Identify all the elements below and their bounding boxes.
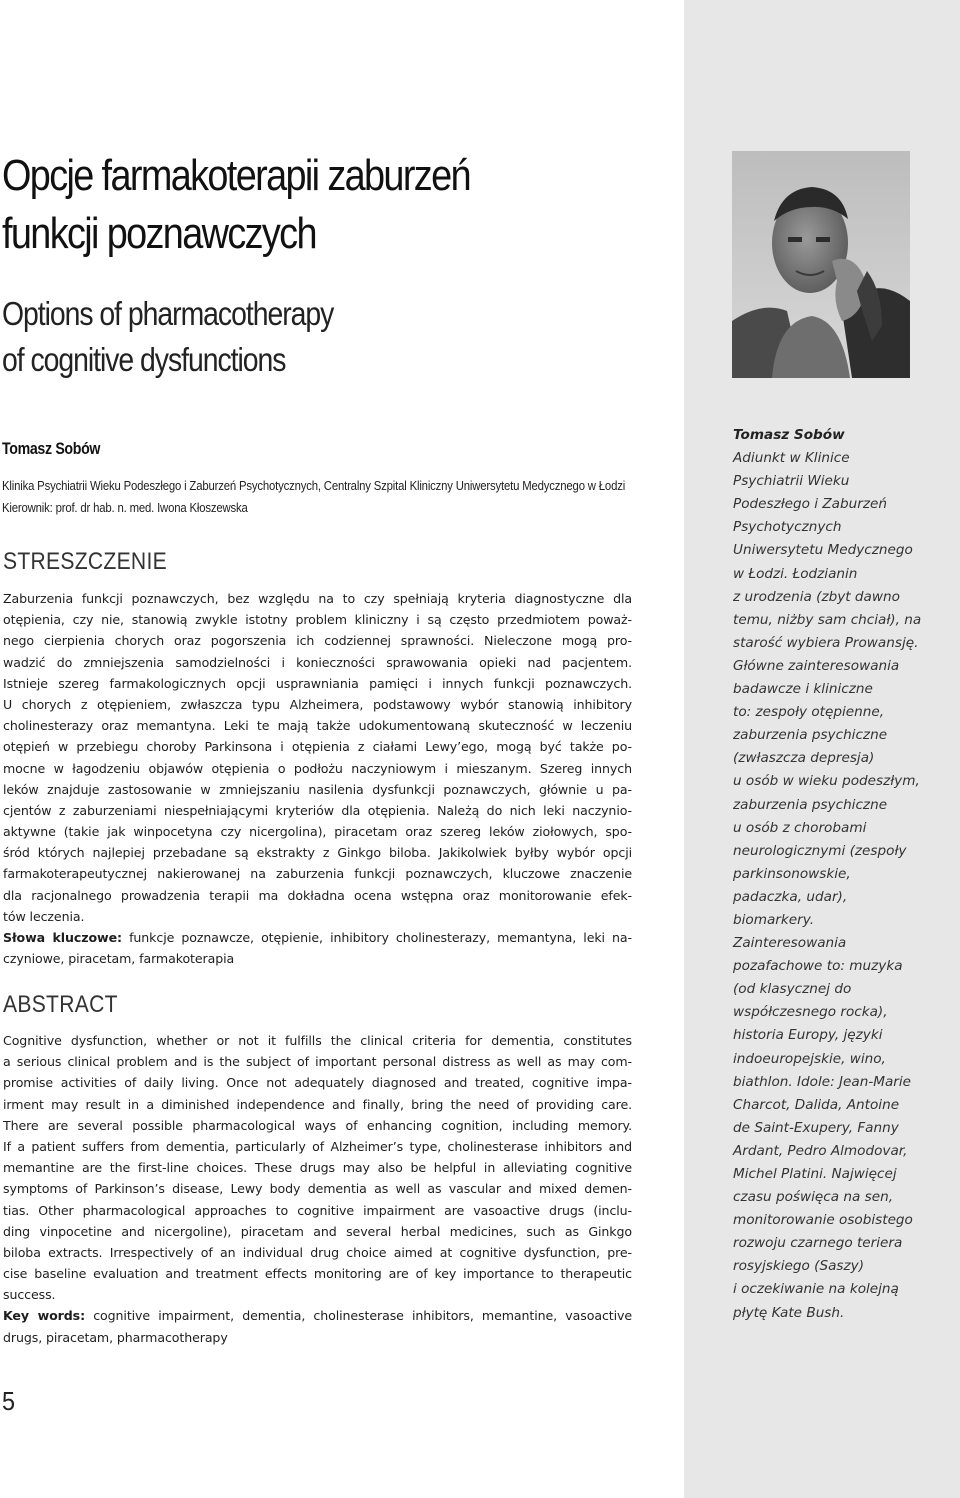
streszczenie-line: nego cierpienia chorych oraz pogorszenia ich codziennej sprawności. Nieleczone mogą pro- [3,633,632,649]
streszczenie-line: mocne w łagodzeniu objawów otępienia o podłożu naczyniowym i mieszanym. Szereg innych [3,760,632,776]
bio-line: historia Europy, języki [733,1027,883,1044]
bio-line: zaburzenia psychiczne [733,796,888,813]
title-line: funkcji poznawczych [2,209,316,258]
bio-line: starość wybiera Prowansję. [733,634,919,651]
streszczenie-line: U chorych z otępieniem, zwłaszcza typu Alzheimera, podstawowy wybór stanowią inhibitory [3,696,632,712]
abstract-line: If a patient suffers from dementia, particularly of Alzheimer’s type, cholinesterase inhibitors and [3,1138,632,1154]
streszczenie-keywords-cont: czyniowe, piracetam, farmakoterapia [3,951,235,967]
streszczenie-line: leków znajduje zastosowanie w zmniejszaniu nasilenia dysfunkcji poznawczych, głównie u pa- [3,781,632,797]
abstract-keywords-text: cognitive impairment, dementia, cholinesterase inhibitors, memantine, vasoactive [85,1308,632,1324]
streszczenie-line: śród których najlepiej przebadane są ekstrakty z Ginkgo biloba. Jakikolwiek byłby wybór opcji [3,845,632,861]
abstract-line: tias. Other pharmacological approaches to cognitive impairment are vasoactive drugs (inclu- [3,1202,632,1218]
bio-line: u osób w wieku podeszłym, [733,773,920,790]
abstract-line: Cognitive dysfunction, whether or not it fulfills the clinical criteria for dementia, constitutes [3,1033,632,1048]
bio-line: z urodzenia (zbyt dawno [733,588,900,605]
bio-line: czasu poświęca na sen, [733,1189,894,1206]
bio-line: (zwłaszcza depresja) [733,750,875,767]
bio-line: monitorowanie osobistego [733,1212,913,1229]
abstract-keywords-cont: drugs, piracetam, pharmacotherapy [3,1329,228,1345]
abstract-line: ding vinpocetine and nicergoline), piracetam and several herbal medicines, such as Ginkgo [3,1223,632,1239]
abstract-line: success. [3,1287,56,1303]
streszczenie-line: cholinesterazy oraz memantyna. Leki te mają także udokumentowaną skuteczność w leczeniu [3,718,632,734]
article-title [2,147,570,263]
affiliation-line: Kierownik: prof. dr hab. n. med. Iwona Kłoszewska [2,500,248,515]
abstract-line: promise activities of daily living. Once not adequately diagnosed and treated, cognitive impa- [3,1075,632,1091]
bio-line: biathlon. Idole: Jean-Marie [733,1073,912,1090]
bio-line: badawcze i kliniczne [733,681,873,698]
bio-line: (od klasycznej do [733,981,852,998]
abstract-keywords [3,1305,632,1326]
streszczenie-line: Zaburzenia funkcji poznawczych, bez względu na to czy spełniają kryteria diagnostyczne dla [3,591,632,606]
bio-line: pozafachowe to: muzyka [733,958,903,975]
abstract-line: cise baseline evaluation and treatment effects monitoring are of key importance to therapeutic [3,1266,632,1282]
author-photo [732,151,910,378]
abstract-body [3,1030,632,1348]
bio-line: Zainteresowania [733,935,847,952]
title-line: Opcje farmakoterapii zaburzeń [2,151,470,200]
abstract-line: There are several possible pharmacological ways of enhancing cognition, including memory. [3,1117,632,1133]
abstract-keywords-label: Key words: [3,1308,86,1324]
streszczenie-body [3,588,632,969]
bio-line: Psychiatrii Wieku [733,473,850,490]
bio-line: rozwoju czarnego teriera [733,1235,903,1252]
abstract-line: symptoms of Parkinson’s disease, Lewy body dementia as well as vascular and mixed demen- [3,1181,632,1197]
affiliation [2,475,625,519]
streszczenie-keywords-text: funkcje poznawcze, otępienie, inhibitory cholinesterazy, memantyna, leki na- [121,930,632,945]
streszczenie-heading: STRESZCZENIE [3,548,167,575]
bio-line: neurologicznymi (zespoły [733,842,907,859]
abstract-line: a serious clinical problem and is the subject of important personal distress as well as may com- [3,1054,632,1070]
bio-line: i oczekiwanie na kolejną [733,1281,899,1298]
affiliation-line: Klinika Psychiatrii Wieku Podeszłego i Zaburzeń Psychotycznych, Centralny Szpital Kliniczny Uniwersytetu Medycznego w Łodzi [2,478,626,493]
bio-line: u osób z chorobami [733,819,867,836]
streszczenie-line: aktywne (takie jak winpocetyna czy nicergolina), piracetam oraz szereg leków ziołowych, spo- [3,824,632,840]
bio-line: Uniwersytetu Medycznego [733,542,913,559]
streszczenie-line: farmakoterapeutycznej nakierowanej na zaburzenia funkcji poznawczych, kluczowe znaczenie [3,866,632,882]
bio-line: de Saint-Exupery, Fanny [733,1119,899,1136]
bio-line: Główne zainteresowania [733,657,900,674]
bio-line: Podeszłego i Zaburzeń [733,496,887,513]
bio-line: zaburzenia psychiczne [733,727,888,744]
page-number: 5 [2,1386,16,1416]
bio-line: Ardant, Pedro Almodovar, [733,1142,908,1159]
bio-line: temu, niżby sam chciał), na [733,611,922,628]
streszczenie-line: Istnieje szereg farmakologicznych opcji usprawniania pamięci i innych funkcji poznawczych. [3,675,632,691]
bio-line: padaczka, udar), [733,888,848,905]
bio-line: biomarkery. [733,911,815,928]
streszczenie-line: dla racjonalnego prowadzenia terapii ma dokładna ocena wstępna oraz monitorowanie efek- [3,887,632,903]
streszczenie-line: otępień w przebiegu choroby Parkinsona i otępienia z ciałami Lewy’ego, mogą być także po- [3,739,632,755]
streszczenie-line: tów leczenia. [3,908,85,924]
bio-author-name: Tomasz Sobów [733,427,845,443]
streszczenie-keywords [3,927,632,948]
abstract-heading: ABSTRACT [3,991,118,1018]
bio-line: parkinsonowskie, [733,865,851,882]
bio-line: rosyjskiego (Saszy) [733,1258,864,1275]
streszczenie-line: wadzić do zmniejszenia samodzielności i konieczności sprawowania opieki nad pacjentem. [3,654,632,670]
abstract-line: biloba extracts. Irrespectively of an individual drug choice aimed at cognitive dysfunction, pre- [3,1244,632,1260]
streszczenie-line: otępienia, czy nie, stanowią zwykle istotny problem kliniczny i są często przedmiotem poważ- [3,612,632,628]
bio-line: Psychotycznych [733,519,842,536]
abstract-line: memantine are the first-line choices. These drugs may also be helpful in alleviating cognitive [3,1160,632,1176]
bio-line: Adiunkt w Klinice [733,450,850,467]
bio-line: Michel Platini. Najwięcej [733,1166,897,1182]
author-bio [733,424,933,1325]
author-portrait-image [732,151,910,378]
author-name: Tomasz Sobów [2,440,101,458]
abstract-line: irment may result in a diminished independence and finally, bring the need of providing care. [3,1096,632,1112]
bio-line: w Łodzi. Łodzianin [733,565,858,582]
subtitle-line: Options of pharmacotherapy [2,295,334,332]
bio-line: to: zespoły otępienne, [733,704,885,721]
bio-line: współczesnego rocka), [733,1004,888,1021]
bio-line: indoeuropejskie, wino, [733,1050,886,1067]
streszczenie-line: cjentów z zaburzeniami niespełniającymi kryteriów dla otępienia. Należą do nich leki naczynio- [3,802,632,818]
subtitle-line: of cognitive dysfunctions [2,341,286,378]
bio-line: płytę Kate Bush. [733,1304,845,1321]
article-subtitle [2,291,518,383]
streszczenie-keywords-label: Słowa kluczowe: [3,930,122,945]
bio-line: Charcot, Dalida, Antoine [733,1096,900,1113]
